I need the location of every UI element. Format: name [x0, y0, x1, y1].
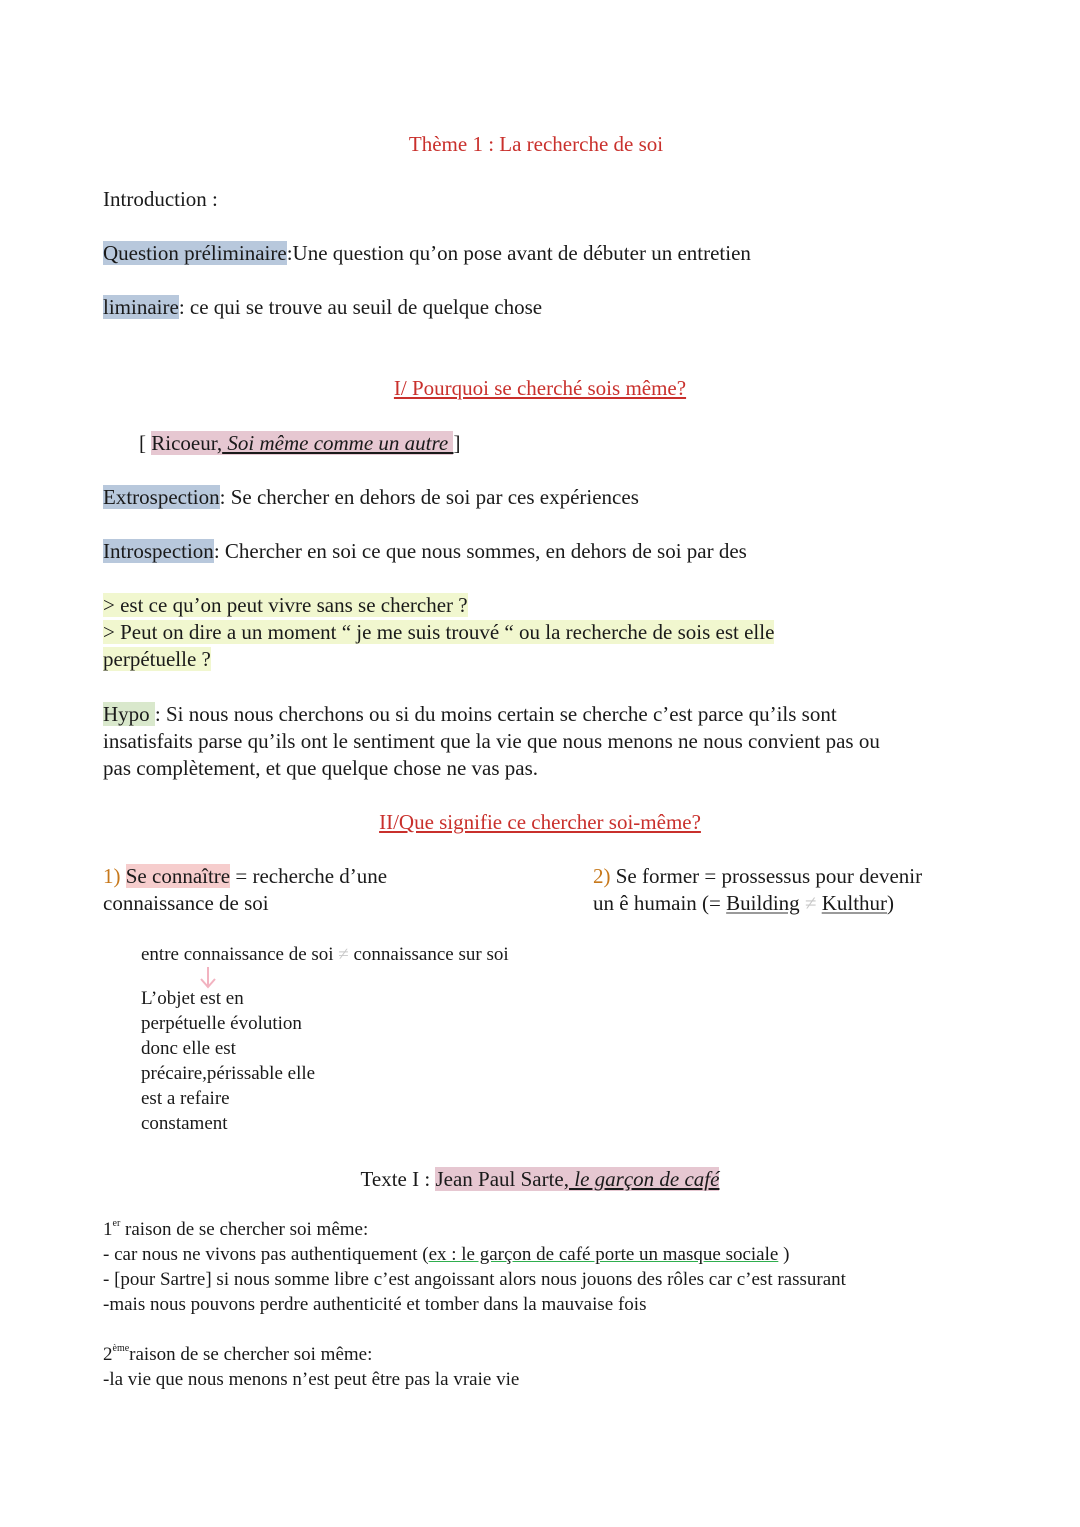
ordinal-suffix: ème [112, 1343, 130, 1354]
reason-title: raison de se chercher soi même: [129, 1344, 373, 1365]
definition-extrospection [103, 484, 639, 511]
reference-ricoeur [139, 430, 460, 457]
reason-1-line [103, 1242, 789, 1267]
item-text: Se former = prossessus pour devenir [610, 864, 923, 888]
reason-2-title [103, 1342, 372, 1367]
reason-2-line: -la vie que nous menons n’est peut être pas la vraie vie [103, 1369, 520, 1390]
section-heading-1: I/ Pourquoi se cherché sois même? [393, 376, 687, 400]
hypothesis-text: : Si nous nous cherchons ou si du moins certain se cherche c’est parce qu’ils sont [154, 702, 837, 726]
column-1-line-1 [103, 863, 387, 890]
hypothesis-line: insatisfaits parse qu’ils ont le sentiment que la vie que nous menons ne nous convient pas ou [103, 729, 880, 753]
note-block-line: est a refaire [141, 1088, 230, 1109]
reason-title: raison de se chercher soi même: [120, 1219, 369, 1240]
item-number: 1) [103, 864, 121, 888]
definition-liminaire [103, 294, 542, 321]
text-reference-highlight [435, 1167, 719, 1191]
text-prefix: Texte I : [360, 1167, 436, 1191]
note-block-line: précaire,périssable elle [141, 1063, 316, 1084]
definition-text: :Une question qu’on pose avant de débuter un entretien [286, 241, 751, 265]
note-block-line: donc elle est [141, 1038, 236, 1059]
definition-term: Introspection [103, 539, 214, 563]
word-kulthur: Kulthur [821, 891, 888, 915]
reason-text: - car nous ne vivons pas authentiquement ( [103, 1244, 429, 1265]
definition-text: : ce qui se trouve au seuil de quelque chose [178, 295, 543, 319]
note-text: entre connaissance de soi [141, 944, 339, 965]
page-title: Thème 1 : La recherche de soi [408, 132, 664, 156]
text-heading [0, 1166, 1080, 1193]
definition-text: : Chercher en soi ce que nous sommes, en dehors de soi par des [213, 539, 747, 563]
section-heading-2: II/Que signifie ce chercher soi-même? [379, 810, 701, 834]
not-equal-symbol: ≠ [799, 891, 822, 915]
reason-text: ) [778, 1244, 790, 1265]
hypothesis-line [103, 701, 837, 728]
item-text: un ê humain (= [593, 891, 727, 915]
note-line [141, 942, 509, 967]
word-building: Building [726, 891, 800, 915]
note-text: connaissance sur soi [348, 944, 509, 965]
item-text: = recherche d’une [230, 864, 388, 888]
note-block-line: L’objet est en [141, 988, 244, 1009]
definition-introspection [103, 538, 747, 565]
item-term: Se connaître [125, 864, 231, 888]
question-line [103, 619, 774, 646]
column-1-line-2: connaissance de soi [103, 891, 269, 915]
question-text: perpétuelle ? [103, 647, 211, 671]
definition-question-preliminaire [103, 240, 751, 267]
reference-author: Ricoeur, [151, 431, 223, 455]
definition-text: : Se chercher en dehors de soi par ces expériences [219, 485, 639, 509]
reason-1-title [103, 1217, 368, 1242]
ordinal-number: 2 [103, 1344, 113, 1365]
reference-highlight [151, 431, 453, 455]
text-work: le garçon de café [569, 1167, 720, 1191]
column-2-line-1 [593, 863, 922, 890]
not-equal-symbol: ≠ [338, 944, 349, 965]
hypothesis-line: pas complètement, et que quelque chose ne vas pas. [103, 756, 539, 780]
text-author: Jean Paul Sarte, [435, 1167, 569, 1191]
note-block-line: perpétuelle évolution [141, 1013, 302, 1034]
bracket-close: ] [453, 431, 461, 455]
reference-work: Soi même comme un autre [222, 431, 454, 455]
definition-term: Extrospection [103, 485, 220, 509]
reason-example: ex : le garçon de café porte un masque sociale [428, 1244, 779, 1265]
question-text: > Peut on dire a un moment “ je me suis trouvé “ ou la recherche de sois est elle [103, 620, 775, 644]
question-line [103, 592, 468, 619]
reason-1-line: -mais nous pouvons perdre authenticité et tomber dans la mauvaise fois [103, 1294, 647, 1315]
question-text: > est ce qu’on peut vivre sans se chercher ? [103, 593, 468, 617]
ordinal-number: 1 [103, 1219, 113, 1240]
introduction-heading: Introduction : [103, 187, 218, 211]
column-2-line-2 [593, 890, 894, 917]
bracket-open: [ [139, 431, 152, 455]
reason-1-line: - [pour Sartre] si nous somme libre c’est angoissant alors nous jouons des rôles car c’est rassurant [103, 1269, 846, 1290]
hypothesis-term: Hypo [103, 702, 155, 726]
question-line [103, 646, 211, 673]
note-block-line: constament [141, 1113, 228, 1134]
ordinal-suffix: er [112, 1218, 121, 1229]
definition-term: Question préliminaire [103, 241, 287, 265]
item-number: 2) [593, 864, 611, 888]
item-text: ) [887, 891, 895, 915]
definition-term: liminaire [103, 295, 179, 319]
